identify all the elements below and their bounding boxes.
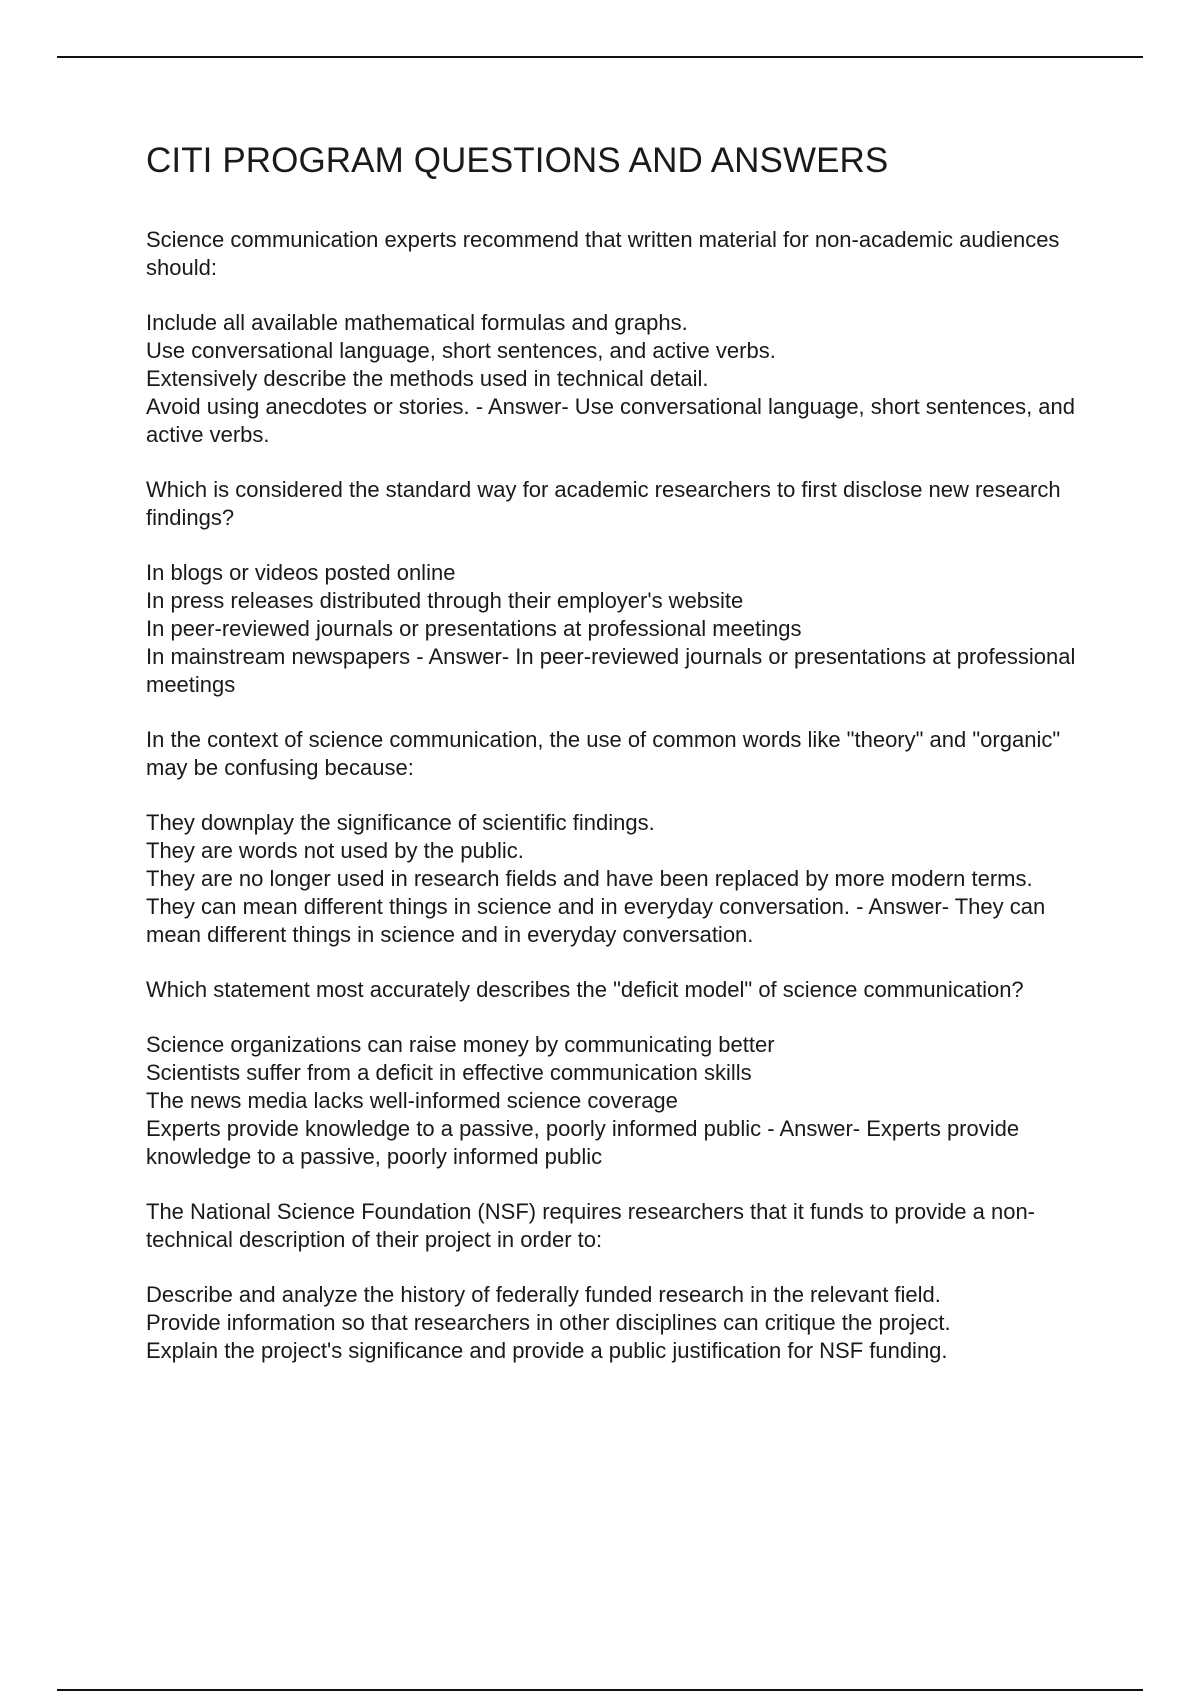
question-4-options — [146, 1031, 1086, 1171]
question-5: The National Science Foundation (NSF) requires researchers that it funds to provide a non-technical description of their project in order to: — [146, 1199, 1036, 1252]
q2-option-2: In press releases distributed through their employer's website — [146, 588, 744, 613]
q4-option-3: The news media lacks well-informed science coverage — [146, 1088, 678, 1113]
bottom-divider — [57, 1689, 1143, 1691]
q1-option-3: Extensively describe the methods used in technical detail. — [146, 366, 709, 391]
q1-option-1: Include all available mathematical formulas and graphs. — [146, 310, 688, 335]
q3-option-1: They downplay the significance of scientific findings. — [146, 810, 655, 835]
q2-option-3: In peer-reviewed journals or presentations at professional meetings — [146, 616, 802, 641]
question-4: Which statement most accurately describes the "deficit model" of science communication? — [146, 977, 1024, 1002]
q3-option-4-answer: They can mean different things in science and in everyday conversation. - Answer- They can mean different things in science and in everyday conversation. — [146, 894, 1046, 947]
q5-option-1: Describe and analyze the history of federally funded research in the relevant field. — [146, 1282, 941, 1307]
question-1: Science communication experts recommend that written material for non-academic audiences should: — [146, 227, 1060, 280]
q1-option-4-answer: Avoid using anecdotes or stories. - Answer- Use conversational language, short sentences, and active verbs. — [146, 394, 1076, 447]
q5-option-3: Explain the project's significance and provide a public justification for NSF funding. — [146, 1338, 948, 1363]
question-3-options — [146, 809, 1086, 949]
q3-option-2: They are words not used by the public. — [146, 838, 524, 863]
question-5-options — [146, 1281, 1086, 1365]
q4-option-2: Scientists suffer from a deficit in effective communication skills — [146, 1060, 752, 1085]
question-2: Which is considered the standard way for academic researchers to first disclose new research findings? — [146, 477, 1061, 530]
document-body — [146, 140, 1086, 1392]
q5-option-2: Provide information so that researchers in other disciplines can critique the project. — [146, 1310, 951, 1335]
q2-option-1: In blogs or videos posted online — [146, 560, 456, 585]
q4-option-4-answer: Experts provide knowledge to a passive, poorly informed public - Answer- Experts provide knowledge to a passive, poorly informed public — [146, 1116, 1020, 1169]
top-divider — [57, 56, 1143, 58]
page-title: CITI PROGRAM QUESTIONS AND ANSWERS — [146, 141, 889, 180]
question-3: In the context of science communication, the use of common words like "theory" and "organic" may be confusing because: — [146, 727, 1061, 780]
q1-option-2: Use conversational language, short sentences, and active verbs. — [146, 338, 776, 363]
q3-option-3: They are no longer used in research fields and have been replaced by more modern terms. — [146, 866, 1033, 891]
q2-option-4-answer: In mainstream newspapers - Answer- In peer-reviewed journals or presentations at professional meetings — [146, 644, 1076, 697]
question-2-options — [146, 559, 1086, 699]
question-1-options — [146, 309, 1086, 449]
q4-option-1: Science organizations can raise money by communicating better — [146, 1032, 775, 1057]
